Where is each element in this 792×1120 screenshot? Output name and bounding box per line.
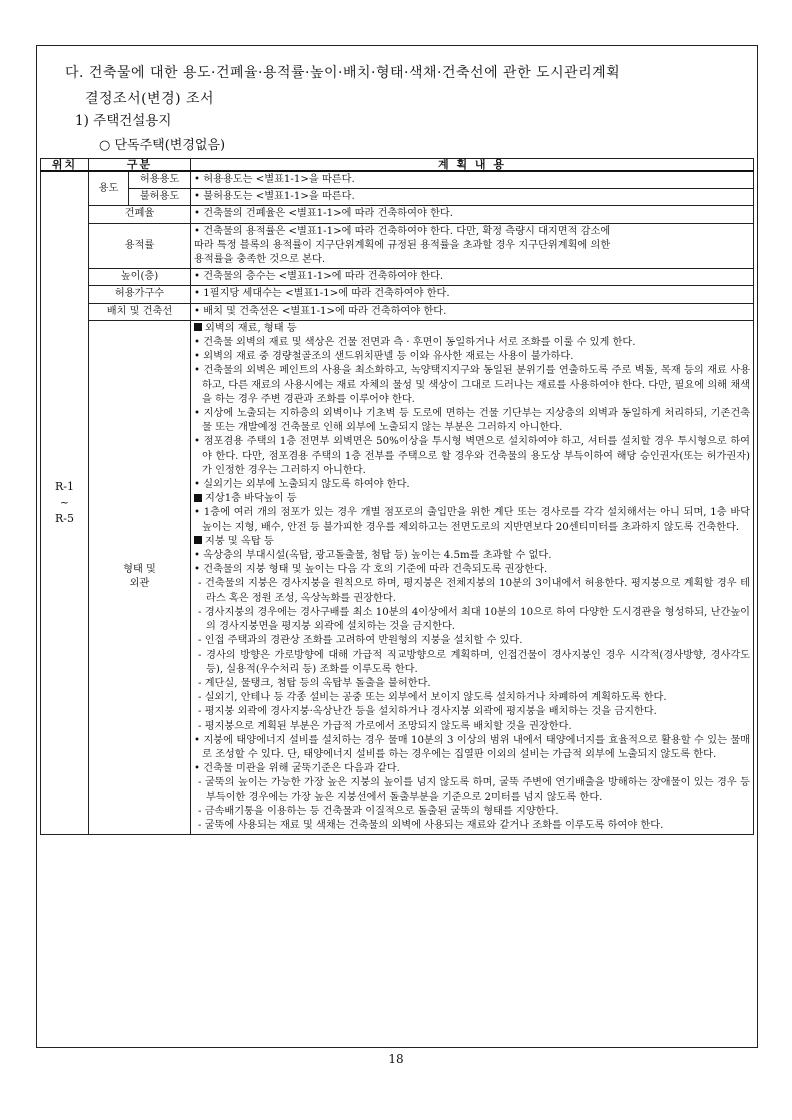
households-text: • 1필지당 세대수는 <별표1-1>에 따라 건축하여야 한다. xyxy=(191,286,754,303)
allowed-use-text: • 허용용도는 <별표1-1>을 따른다. xyxy=(191,171,754,189)
households-label: 허용가구수 xyxy=(89,286,191,303)
list-item: • 건축물의 외벽은 페인트의 사용을 최소화하고, 녹양택지지구와 동일된 분위기를 연출하도록 주로 벽돌, 목재 등의 재료 사용하고, 다른 재료의 사용시에는 재료 자체의 물성 및 색상이 그대로 드러나는 재료를 사용하여야 한다. 다만, 필요에 의해 채색을 하는 경우 주변 경관과 조화를 이루어야 한다. xyxy=(194,365,751,405)
table-header-row xyxy=(41,159,754,172)
list-item: - 평지붕으로 계획된 부분은 가급적 가로에서 조망되지 않도록 배치할 것을 권장한다. xyxy=(198,720,572,732)
header-plan: 계 획 내 용 xyxy=(191,159,754,172)
heading-line-2: 결정조서(변경) 조서 xyxy=(85,91,215,107)
prohibited-use-label: 불허용도 xyxy=(129,189,191,206)
location-cell xyxy=(41,171,89,835)
document-heading xyxy=(65,60,745,112)
section-title-text: 외벽의 재료, 형태 등 xyxy=(205,322,297,334)
black-square-icon xyxy=(194,536,202,544)
allowed-use-label: 허용용도 xyxy=(129,171,191,189)
table-row xyxy=(41,223,754,269)
placement-label: 배치 및 건축선 xyxy=(89,303,191,320)
page-number: 18 xyxy=(388,1052,404,1066)
header-location: 위치 xyxy=(41,159,89,172)
table-row xyxy=(41,286,754,303)
table-row xyxy=(41,189,754,206)
height-label: 높이(층) xyxy=(89,269,191,286)
list-item: • 점포겸용 주택의 1층 전면부 외벽면은 50%이상을 투시형 벽면으로 설치하여야 하고, 셔터를 설치할 경우 투시형으로 하여야 한다. 다만, 점포겸용 주택의 1층 전부를 주택으로 할 경우와 건축물의 용도상 부득이하여 해당 승인권자(또는 허가권자)가 인정한 경우는 그러하지 아니한다. xyxy=(194,436,751,476)
list-item: - 경사의 방향은 가로방향에 대해 가급적 직교방향으로 계획하며, 인접건물이 경사지붕인 경우 시각적(경사방향, 경사각도 등), 실용적(우수처리 등) 조화를 이루도록 한다. xyxy=(198,649,751,675)
use-label: 용도 xyxy=(89,171,129,206)
page-frame xyxy=(36,45,758,1048)
far-label: 용적률 xyxy=(89,223,191,269)
form-label-line-1: 형태 및 xyxy=(123,564,156,576)
coverage-text: • 건축물의 건폐율은 <별표1-1>에 따라 건축하여야 한다. xyxy=(191,206,754,223)
list-item: • 옥상층의 부대시설(옥탑, 광고돌출물, 첨탑 등) 높이는 4.5m를 초과할 수 없다. xyxy=(194,550,552,562)
list-item: • 1층에 여러 개의 점포가 있는 경우 개별 점포로의 출입만을 위한 계단 또는 경사로를 각각 설치해서는 아니 되며, 1층 바닥 높이는 지형, 배수, 안전 등 불가피한 경우를 제외하고는 전면도로의 지반면보다 20센티미터를 초과하지 않도록 건축한다. xyxy=(194,507,751,533)
section-title xyxy=(194,322,750,336)
section-body xyxy=(194,506,750,534)
section-subtitle: 1) 주택건설용지 xyxy=(75,113,172,129)
section-title xyxy=(194,535,750,549)
far-text xyxy=(191,223,754,269)
far-line: 따라 특정 블록의 용적률이 지구단위계획에 규정된 용적률을 초과할 경우 지구단위계획에 의한 xyxy=(194,239,611,251)
black-square-icon xyxy=(194,323,202,331)
list-item: • 지상에 노출되는 지하층의 외벽이나 기초벽 등 도로에 면하는 건물 기단부는 지상층의 외벽과 동일하게 처리하되, 기존건축물 또는 개발예정 건축물로 인해 외부에 노출되지 않는 부분은 그러하지 아니한다. xyxy=(194,408,751,434)
form-text xyxy=(191,320,754,834)
table-row xyxy=(41,206,754,223)
list-item: - 인접 주택과의 경관상 조화를 고려하여 반원형의 지붕을 설치할 수 있다. xyxy=(198,635,523,647)
list-item: - 금속배기통을 이용하는 등 건축물과 이질적으로 돌출된 굴뚝의 형태를 지양한다. xyxy=(198,805,559,817)
form-label xyxy=(89,320,191,834)
location-top: R-1 xyxy=(55,480,74,494)
list-item: - 평지붕 외곽에 경사지붕·옥상난간 등을 설치하거나 경사지붕 외곽에 평지붕을 배치하는 것을 금지한다. xyxy=(198,706,657,718)
plan-table xyxy=(40,158,754,835)
list-item: • 실외기는 외부에 노출되지 않도록 하여야 한다. xyxy=(194,479,410,491)
list-item: - 건축물의 지붕은 경사지붕을 원칙으로 하며, 평지붕은 전체지붕의 10분의 3이내에서 허용한다. 평지붕으로 계획할 경우 테라스 혹은 정원 조성, 옥상녹화를 권장한다. xyxy=(198,578,751,604)
heading-line-1: 다. 건축물에 대한 용도·건폐율·용적률·높이·배치·형태·색채·건축선에 관한 도시관리계획 xyxy=(65,65,621,81)
table-row xyxy=(41,303,754,320)
coverage-label: 건폐율 xyxy=(89,206,191,223)
table-row xyxy=(41,171,754,189)
table-row xyxy=(41,320,754,834)
section-title-text: 지붕 및 옥탑 등 xyxy=(205,535,274,547)
far-line: • 건축물의 용적률은 <별표1-1>에 따라 건축하여야 한다. 다만, 확정 측량시 대지면적 감소에 xyxy=(194,225,611,237)
list-item: • 건축물의 지붕 형태 및 높이는 다음 각 호의 기준에 따라 건축되도록 권장한다. xyxy=(194,564,548,576)
list-item: - 경사지붕의 경우에는 경사구배를 최소 10분의 4이상에서 최대 10분의 10으로 하여 다양한 도시경관을 형성하되, 난간높이의 경사지붕면을 평지붕 외곽에 설치하는 것을 금지한다. xyxy=(198,606,751,633)
far-line: 용적률을 충족한 것으로 본다. xyxy=(194,254,326,266)
location-bottom: R-5 xyxy=(55,512,74,526)
section-body xyxy=(194,549,750,833)
height-text: • 건축물의 층수는 <별표1-1>에 따라 건축하여야 한다. xyxy=(191,269,754,286)
location-mid: ~ xyxy=(59,496,70,510)
form-label-line-2: 외관 xyxy=(129,578,150,590)
list-item: - 굴뚝의 높이는 가능한 가장 높은 지붕의 높이를 넘지 않도록 하며, 굴뚝 주변에 연기배출을 방해하는 장애물이 있는 경우 등 부득이한 경우에는 가장 높은 지붕선에서 돌출부분을 기준으로 2미터를 넘지 않도록 한다. xyxy=(198,777,751,803)
list-item: • 건축물 미관을 위해 굴뚝기준은 다음과 같다. xyxy=(194,763,400,775)
subsection-subtitle: ○ 단독주택(변경없음) xyxy=(99,138,226,153)
list-item: - 굴뚝에 사용되는 재료 및 색채는 건축물의 외벽에 사용되는 재료와 같거나 조화를 이루도록 하여야 한다. xyxy=(198,819,664,831)
list-item: • 건축물 외벽의 재료 및 색상은 건물 전면과 측 · 후면이 동일하거나 서로 조화를 이룰 수 있게 한다. xyxy=(194,337,636,349)
table-row xyxy=(41,269,754,286)
section-body xyxy=(194,336,750,492)
placement-text: • 배치 및 건축선은 <별표1-1>에 따라 건축하여야 한다. xyxy=(191,303,754,320)
header-category: 구분 xyxy=(89,159,191,172)
black-square-icon xyxy=(194,494,202,502)
list-item: • 외벽의 재료 중 경량철골조의 샌드위치판넬 등 이와 유사한 재료는 사용이 불가하다. xyxy=(194,351,574,363)
prohibited-use-text: • 불허용도는 <별표1-1>을 따른다. xyxy=(191,189,754,206)
section-title-text: 지상1층 바닥높이 등 xyxy=(205,493,297,505)
list-item: • 지붕에 태양에너지 설비를 설치하는 경우 물매 10분의 3 이상의 범위 내에서 태양에너지를 효율적으로 활용할 수 있는 물매로 조성할 수 있다. 단, 태양에너지 설비를 하는 경우에는 집열판 이외의 설비는 가급적 외부에 노출되지 않도록 한다. xyxy=(194,734,751,760)
list-item: - 실외기, 안테나 등 각종 설비는 공중 또는 외부에서 보이지 않도록 설치하거나 차폐하여 계획하도록 한다. xyxy=(198,692,667,704)
section-title xyxy=(194,492,750,506)
list-item: - 계단실, 물탱크, 첨탑 등의 옥탑부 돌출을 불허한다. xyxy=(198,677,431,689)
